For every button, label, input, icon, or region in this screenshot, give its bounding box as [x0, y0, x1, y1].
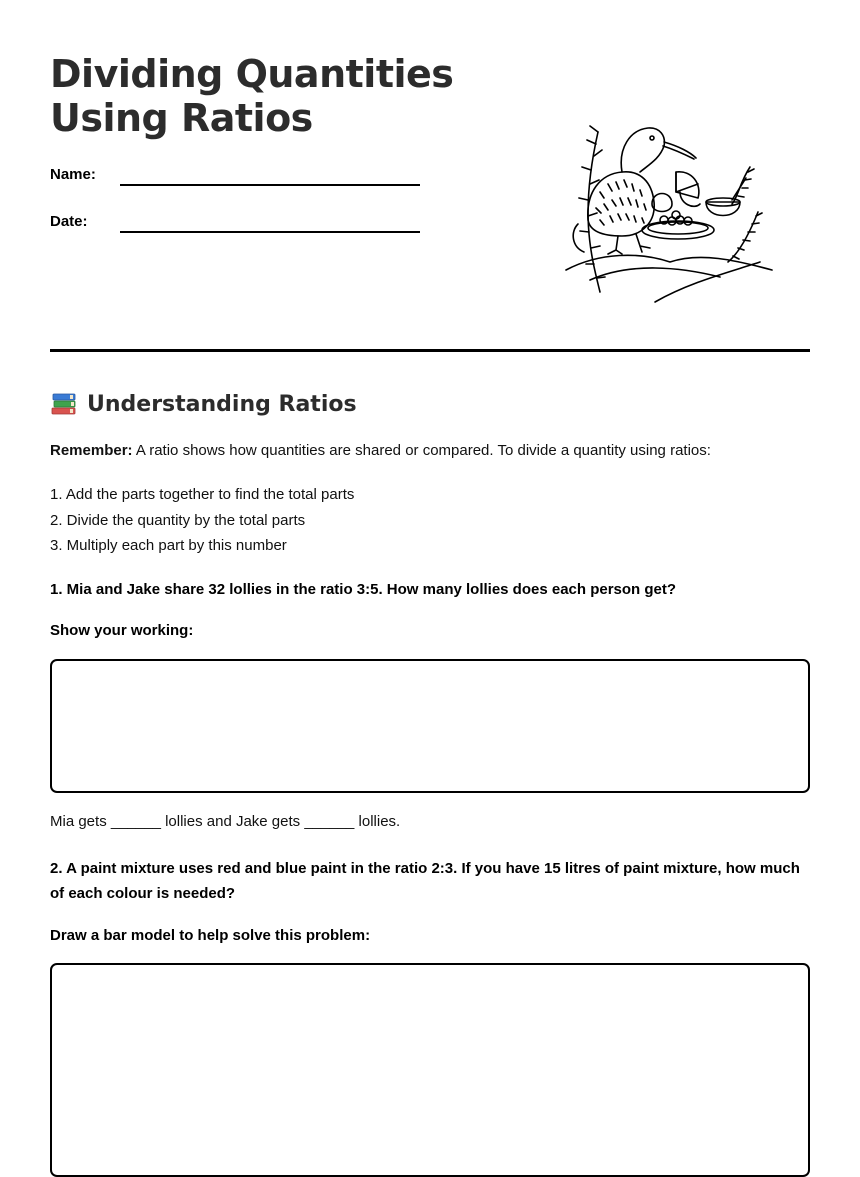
question-2-prompt: Draw a bar model to help solve this problem:: [50, 927, 371, 944]
remember-text: A ratio shows how quantities are shared or compared. To divide a quantity using ratios:: [132, 442, 711, 459]
date-field[interactable]: [50, 212, 420, 236]
name-label: Name:: [50, 166, 96, 183]
remember-label: Remember:: [50, 442, 133, 459]
name-field[interactable]: [50, 165, 420, 189]
section-heading-text: Understanding Ratios: [87, 391, 357, 417]
books-icon: [50, 390, 78, 418]
name-line[interactable]: [120, 184, 420, 186]
question-1-working-box[interactable]: [50, 659, 810, 793]
remember-paragraph: [50, 441, 711, 461]
step-item: 2. Divide the quantity by the total parts: [50, 511, 306, 529]
date-line[interactable]: [120, 231, 420, 233]
question-1: 1. Mia and Jake share 32 lollies in the ratio 3:5. How many lollies does each person get?: [50, 581, 677, 598]
steps-list: [50, 482, 354, 559]
title-line-1: Dividing Quantities: [50, 52, 454, 96]
worksheet-header: [50, 0, 810, 352]
step-item: 3. Multiply each part by this number: [50, 537, 287, 554]
question-1-prompt: Show your working:: [50, 622, 194, 639]
question-2: 2. A paint mixture uses red and blue paint in the ratio 2:3. If you have 15 litres of paint mixture, how much of each colour is needed?: [50, 860, 800, 902]
date-label: Date:: [50, 213, 88, 230]
section-heading: [50, 388, 357, 420]
question-1-answer-line[interactable]: Mia gets ______ lollies and Jake gets ______ lollies.: [50, 813, 401, 830]
step-item: 1. Add the parts together to find the total parts: [50, 486, 355, 503]
worksheet-page: [50, 0, 810, 944]
kiwi-bird-illustration: [560, 112, 780, 308]
title-line-2: Using Ratios: [50, 96, 313, 140]
page-title: [50, 52, 453, 140]
question-2-bar-model-box[interactable]: [50, 963, 810, 1177]
